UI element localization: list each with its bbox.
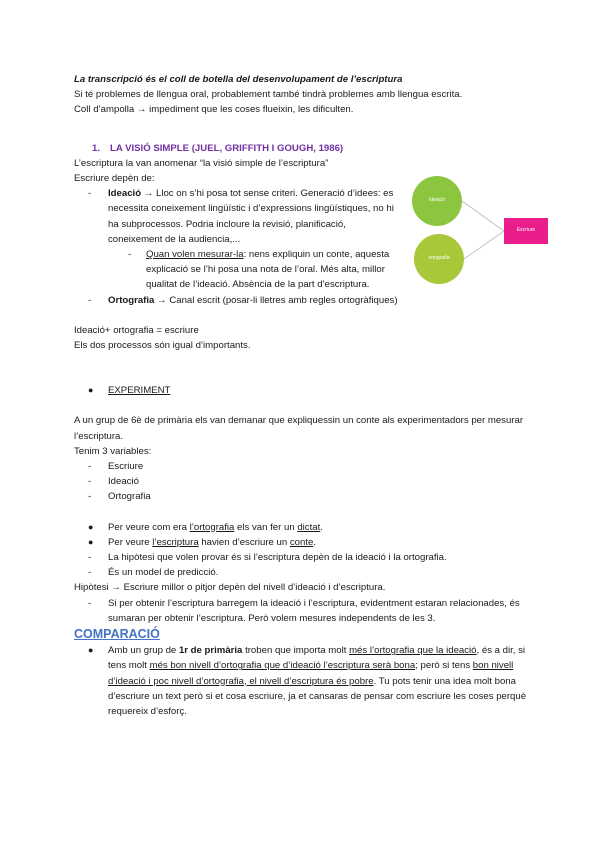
hypothesis-line: Hipòtesi → Escriure millor o pitjor depèn del nivell d’ideació i d’escriptura. [74, 582, 386, 594]
comparacio-heading: COMPARACIÓ [74, 627, 160, 642]
intro-title: La transcripció és el coll de botella del desenvolupament de l’escriptura [74, 74, 403, 85]
ideacio-node: Ideació [412, 176, 462, 226]
document-body [74, 72, 534, 719]
comparacio-bullet: ● Amb un grup de 1r de primària troben que importa molt més l’ortografia que la ideació, és a dir, si tens molt més bon nivell d’ortografia que d’ideació l’escriptura serà bona; però si tens bon nivell d’ideació i poc nivell d’ortografia, el nivell d’escriptura és pobre. Tu pots tenir una idea molt bona d’escriure un text però si et cosa escriure, ja et cansaras de pensar com escriure les coses perquè requereix d’esforç. [88, 645, 527, 717]
escriure-node: Escriure [504, 218, 548, 244]
list-item-ideacio: - Ideació → Lloc on s’hi posa tot sense criteri. Generació d’idees: es necessita coneixement lingüístic i d’expressions lingüístiques, no hi ha subprocessos. Podria incloure la revisió, planificació, coneixement de la audiencia,... [88, 188, 394, 245]
intro-line-2: Coll d’ampolla → impediment que les coses flueixin, les dificulten. [74, 104, 354, 116]
ortografia-node: ortografia [414, 234, 464, 284]
variable-item: - Ideació [88, 476, 139, 488]
experiment-p1: A un grup de 6è de primària els van demanar que expliquessin un conte als experimentadors per mesurar l’escriptura. [74, 415, 524, 442]
section1-p2: Escriure depèn de: [74, 173, 155, 185]
variable-item: - Ortografia [88, 491, 151, 503]
section1-p1: L’escriptura la van anomenar “la visió simple de l’escriptura” [74, 157, 329, 169]
experiment-p2: Tenim 3 variables: [74, 445, 152, 457]
bullet-conte: ● Per veure l’escriptura havien d’escriure un conte. [88, 536, 317, 548]
dash-model: - És un model de predicció. [88, 567, 219, 579]
experiment-heading: ● EXPERIMENT [88, 385, 171, 397]
equation-note: Els dos processos són igual d’importants. [74, 340, 251, 352]
variable-item: - Escriure [88, 461, 144, 473]
dash-mesures: - Si per obtenir l’escriptura barregem la ideació i l’escriptura, evidentment estaran relacionades, és sumaran per obtenir l’escriptura. Però volem mesures independents de les 3. [88, 597, 520, 624]
equation-line: Ideació+ ortografia = escriure [74, 324, 199, 336]
sub-list-item-mesurar: - Quan volen mesurar-la: nens expliquin un conte, aquesta explicació se l’hi posa una nota de l’oral. Més alta, millor qualitat de l’ideació. Absència de la part d’escriptura. [128, 249, 390, 291]
simple-view-diagram [412, 176, 560, 286]
list-item-ortografia: - Ortografia → Canal escrit (posar-li lletres amb regles ortogràfiques) [88, 294, 398, 306]
bullet-dictat: ● Per veure com era l’ortografia els van fer un dictat. [88, 521, 323, 533]
dash-hipotesi: - La hipòtesi que volen provar és si l’escriptura depèn de la ideació i la ortografia. [88, 552, 447, 564]
section-heading-1: 1. LA VISIÓ SIMPLE (JUEL, GRIFFITH I GOUGH, 1986) [92, 142, 344, 154]
intro-line-1: Si té problemes de llengua oral, probablement també tindrà problemes amb llengua escrita. [74, 89, 463, 101]
